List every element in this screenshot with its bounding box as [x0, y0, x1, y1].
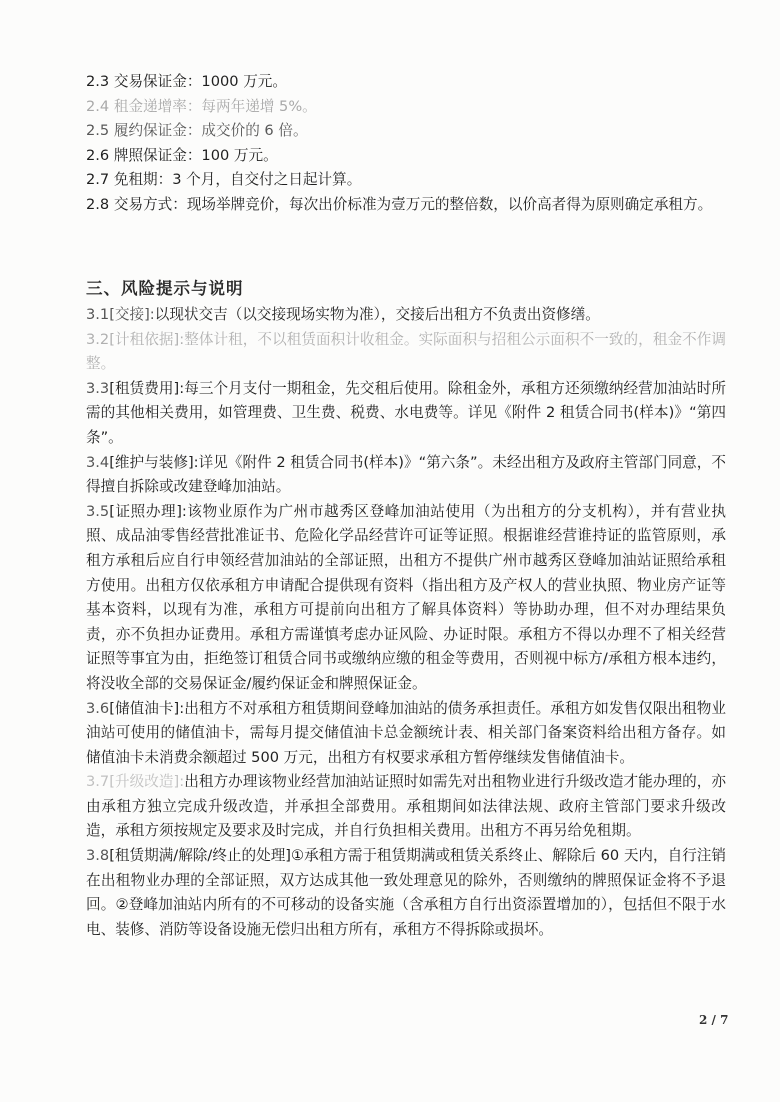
- risk-clauses: [86, 303, 726, 942]
- clause-3-2: 3.2[计租依据]:整体计租，不以租赁面积计收租金。实际面积与招租公示面积不一致的，租金不作调整。: [86, 330, 726, 373]
- clause-3-1: 3.1[交接]:以现状交吉（以交接现场实物为准），交接后出租方不负责出资修缮。: [86, 306, 600, 323]
- term-2-8: 2.8 交易方式：现场举牌竞价，每次出价标准为壹万元的整倍数，以价高者得为原则确定承租方。: [86, 195, 713, 213]
- auction-terms-list: [86, 70, 726, 218]
- page-number: 2 / 7: [699, 1013, 729, 1027]
- section-heading: 三、风险提示与说明: [86, 279, 244, 298]
- clause-3-8: 3.8[租赁期满/解除/终止的处理]①承租方需于租赁期满或租赁关系终止、解除后 60 天内，自行注销在出租物业办理的全部证照，双方达成其他一致处理意见的除外，否则缴纳的牌照保证金将不予退回。②登峰加油站内所有的不可移动的设备实施（含承租方自行出资添置增加的），包括但不限于水电、装修、消防等设备设施无偿归出租方所有，承租方不得拆除或损坏。: [86, 847, 726, 938]
- clause-3-4: 3.4[维护与装修]:详见《附件 2 租赁合同书(样本)》“第六条”。未经出租方及政府主管部门同意，不得擅自拆除或改建登峰加油站。: [86, 453, 726, 496]
- term-2-5: 2.5 履约保证金：成交价的 6 倍。: [86, 122, 308, 140]
- term-2-6: 2.6 牌照保证金：100 万元。: [86, 146, 278, 164]
- clause-3-7: 3.7[升级改造]:出租方办理该物业经营加油站证照时如需先对出租物业进行升级改造才能办理的，亦由承租方独立完成升级改造，并承担全部费用。承租期间如法律法规、政府主管部门要求升级改造，承租方须按规定及要求及时完成，并自行负担相关费用。出租方不再另给免租期。: [86, 773, 726, 840]
- term-2-4: 2.4 租金递增率：每两年递增 5%。: [86, 97, 317, 115]
- clause-3-3: 3.3[租赁费用]:每三个月支付一期租金，先交租后使用。除租金外，承租方还须缴纳经营加油站时所需的其他相关费用，如管理费、卫生费、税费、水电费等。详见《附件 2 租赁合同书(样本)》“第四条”。: [86, 379, 726, 446]
- term-2-7: 2.7 免租期：3 个月，自交付之日起计算。: [86, 171, 362, 189]
- clause-3-5: 3.5[证照办理]:该物业原作为广州市越秀区登峰加油站使用（为出租方的分支机构），并有营业执照、成品油零售经营批准证书、危险化学品经营许可证等证照。根据谁经营谁持证的监管原则，承租方承租后应自行申领经营加油站的全部证照，出租方不提供广州市越秀区登峰加油站证照给承租方使用。出租方仅依承租方申请配合提供现有资料（指出租方及产权人的营业执照、物业房产证等基本资料，以现有为准，承租方可提前向出租方了解具体资料）等协助办理，但不对办理结果负责，亦不负担办证费用。承租方需谨慎考虑办证风险、办证时限。承租方不得以办理不了相关经营证照等事宜为由，拒绝签订租赁合同书或缴纳应缴的租金等费用，否则视中标方/承租方根本违约，将没收全部的交易保证金/履约保证金和牌照保证金。: [86, 502, 726, 692]
- term-2-3: 2.3 交易保证金：1000 万元。: [86, 73, 287, 90]
- clause-3-6: 3.6[储值油卡]:出租方不对承租方租赁期间登峰加油站的债务承担责任。承租方如发售仅限出租物业油站可使用的储值油卡，需每月提交储值油卡总金额统计表、相关部门备案资料给出租方备存。如储值油卡未消费余额超过 500 万元，出租方有权要求承租方暂停继续发售储值油卡。: [86, 699, 726, 766]
